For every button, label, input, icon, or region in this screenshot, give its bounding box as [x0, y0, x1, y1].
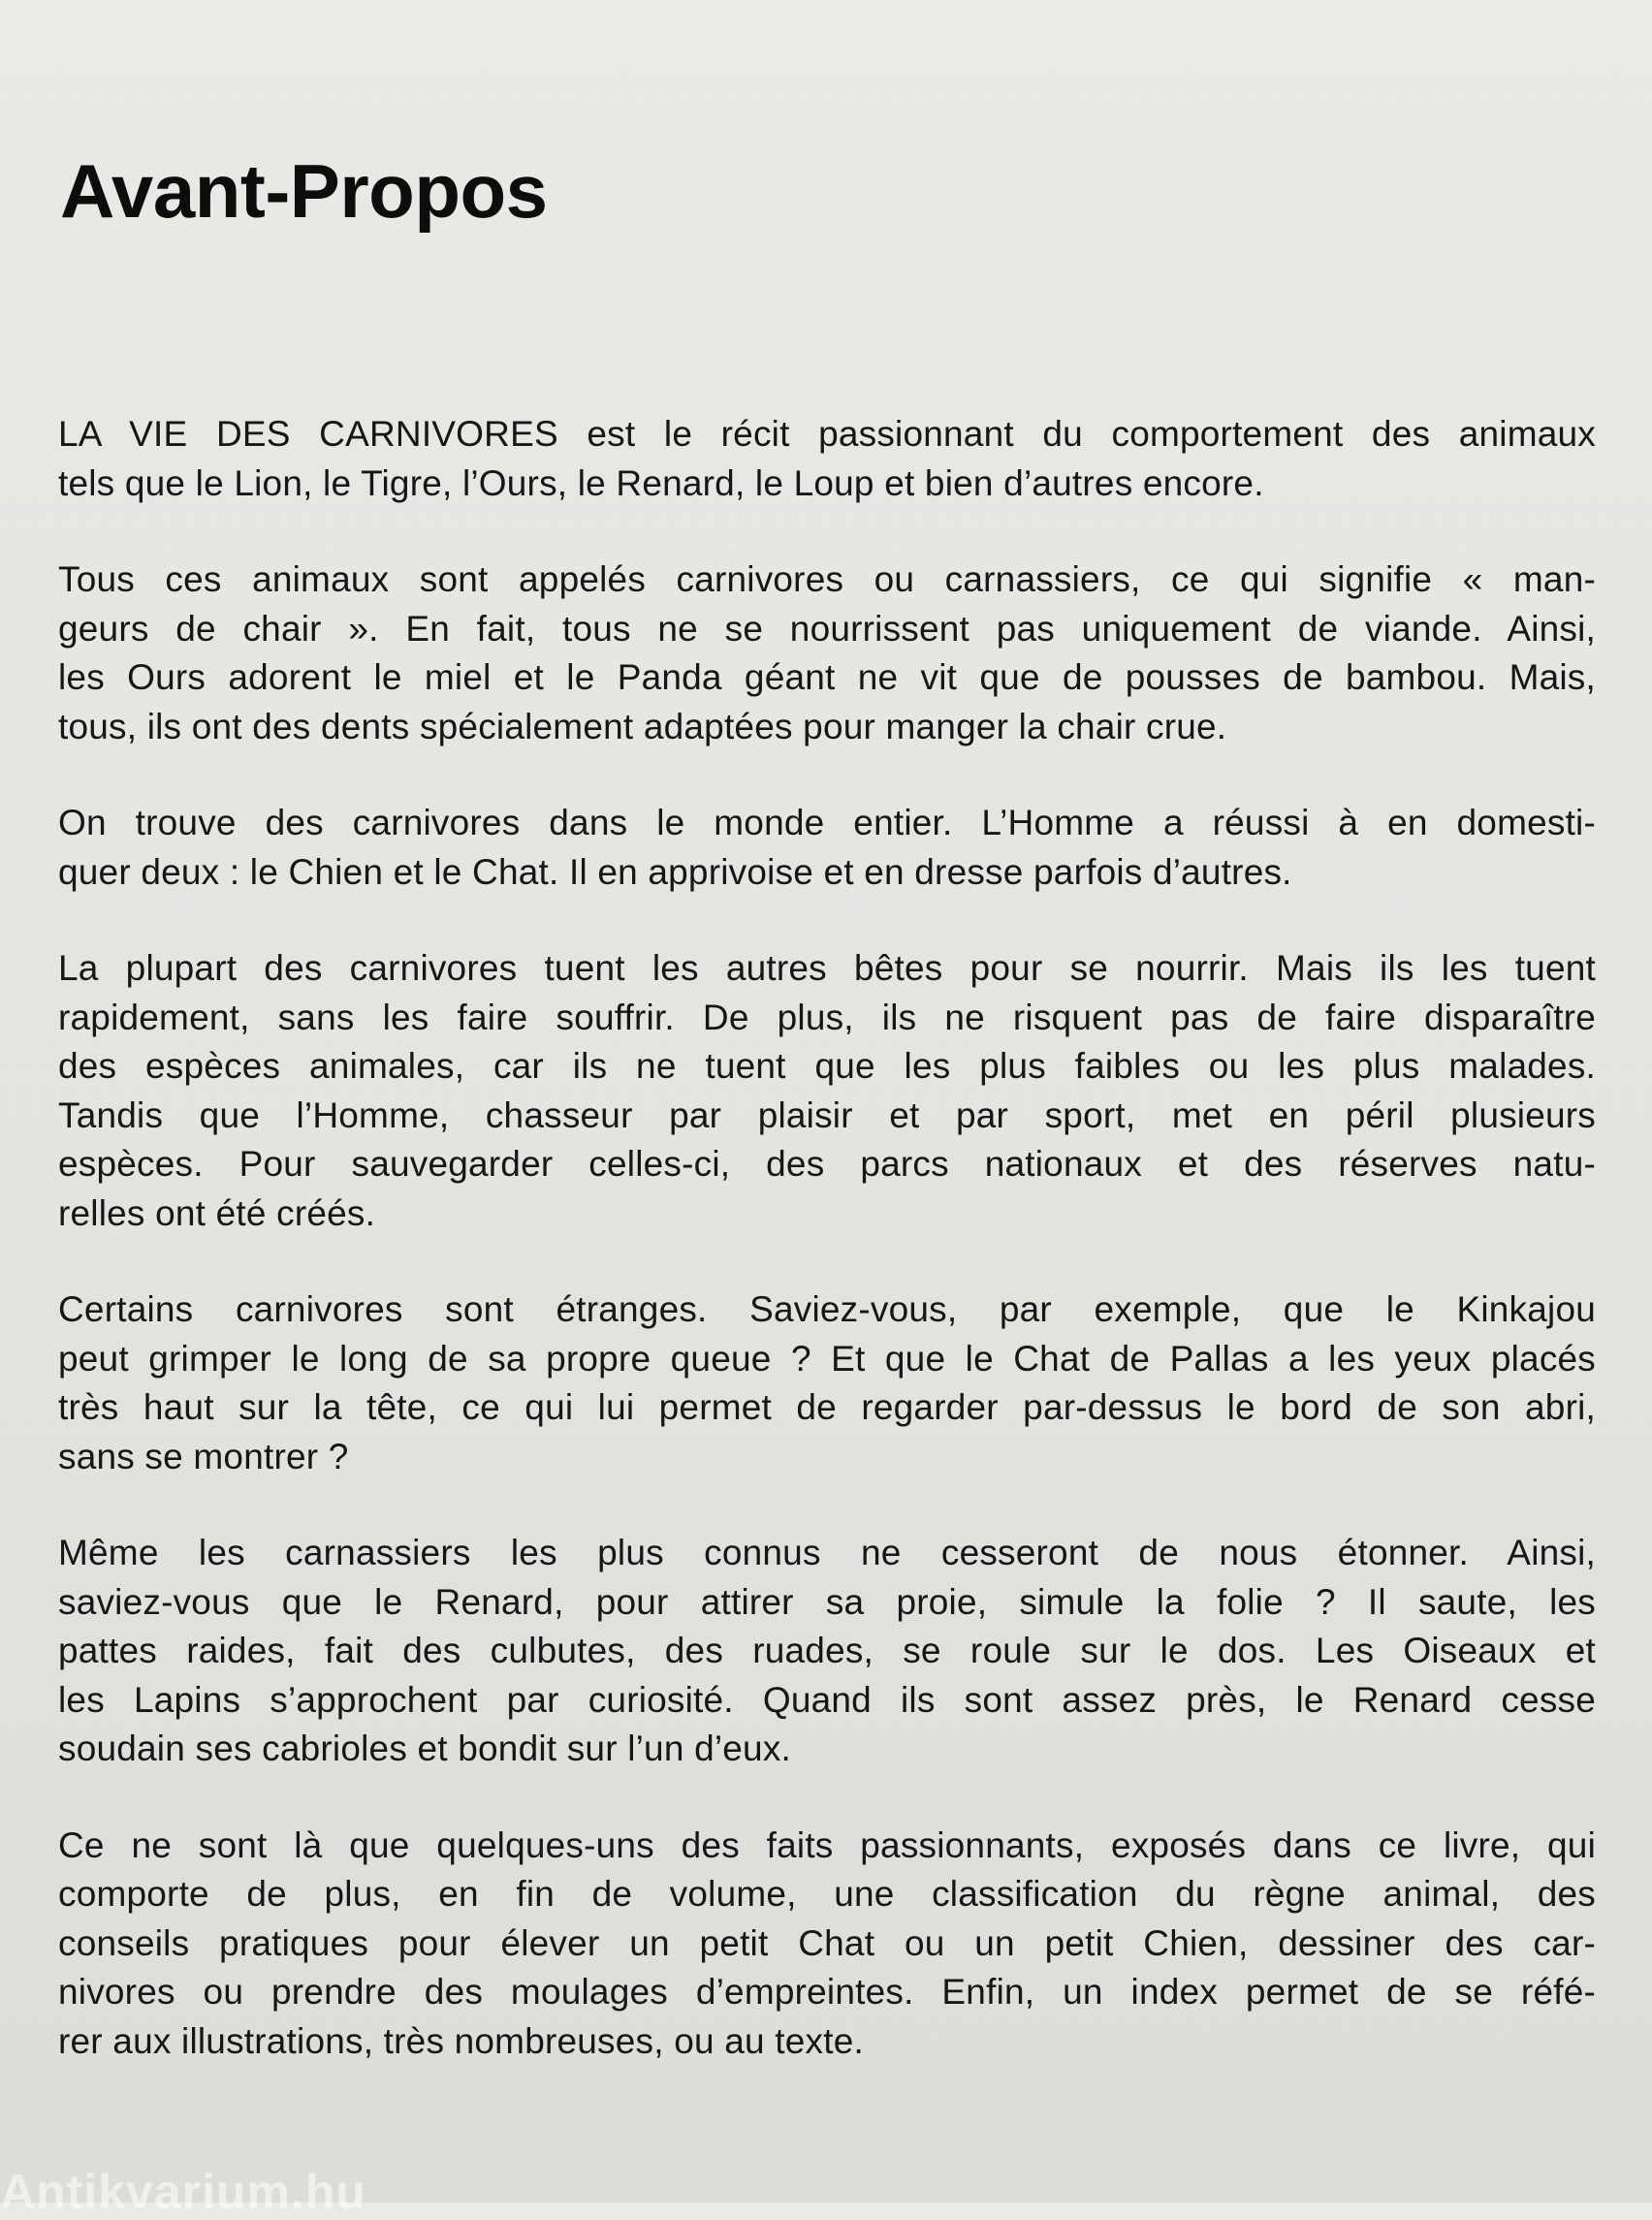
paragraph — [58, 1285, 1596, 1481]
paragraph — [58, 1822, 1596, 2067]
text-line: les Ours adorent le miel et le Panda géant ne vit que de pousses de bambou. Mais, — [58, 657, 1596, 697]
watermark: Antikvarium.hu — [0, 2165, 366, 2219]
text-line: nivores ou prendre des moulages d’empreintes. Enfin, un index permet de se réfé- — [58, 1972, 1596, 2012]
text-line: pattes raides, fait des culbutes, des ruades, se roule sur le dos. Les Oiseaux et — [58, 1631, 1596, 1670]
text-line: tels que le Lion, le Tigre, l’Ours, le Renard, le Loup et bien d’autres encore. — [58, 462, 1264, 503]
text-line: tous, ils ont des dents spécialement adaptées pour manger la chair crue. — [58, 706, 1227, 746]
paragraph — [58, 410, 1596, 508]
text-line: Certains carnivores sont étranges. Saviez-vous, par exemple, que le Kinkajou — [58, 1289, 1596, 1329]
paragraph — [58, 799, 1596, 897]
text-line: des espèces animales, car ils ne tuent que les plus faibles ou les plus malades. — [58, 1046, 1596, 1086]
paragraph — [58, 555, 1596, 751]
text-line: Tandis que l’Homme, chasseur par plaisir et par sport, met en péril plusieurs — [58, 1094, 1596, 1135]
text-line: Ce ne sont là que quelques-uns des faits passionnants, exposés dans ce livre, qui — [58, 1824, 1596, 1865]
text-line: geurs de chair ». En fait, tous ne se nourrissent pas uniquement de viande. Ainsi, — [58, 608, 1596, 649]
text-line: LA VIE DES CARNIVORES est le récit passionnant du comportement des animaux — [58, 414, 1596, 454]
text-line: comporte de plus, en fin de volume, une classification du règne animal, des — [58, 1874, 1596, 1914]
text-line: espèces. Pour sauvegarder celles-ci, des parcs nationaux et des réserves natu- — [58, 1144, 1596, 1184]
text-line: Tous ces animaux sont appelés carnivores ou carnassiers, ce qui signifie « man- — [58, 559, 1596, 599]
text-line: relles ont été créés. — [58, 1192, 376, 1233]
text-line: rapidement, sans les faire souffrir. De plus, ils ne risquent pas de faire disparaître — [58, 997, 1596, 1037]
page-title: Avant-Propos — [60, 148, 548, 234]
text-line: très haut sur la tête, ce qui lui permet de regarder par-dessus le bord de son abri, — [58, 1387, 1596, 1427]
text-line: La plupart des carnivores tuent les autres bêtes pour se nourrir. Mais ils les tuent — [58, 948, 1596, 988]
text-line: sans se montrer ? — [58, 1436, 349, 1476]
text-line: saviez-vous que le Renard, pour attirer sa proie, simule la folie ? Il saute, les — [58, 1581, 1596, 1622]
body-text — [58, 410, 1596, 2113]
text-line: On trouve des carnivores dans le monde entier. L’Homme a réussi à en domesti- — [58, 803, 1596, 842]
text-line: Même les carnassiers les plus connus ne cesseront de nous étonner. Ainsi, — [58, 1533, 1596, 1572]
text-line: conseils pratiques pour élever un petit Chat ou un petit Chien, dessiner des car- — [58, 1922, 1596, 1963]
text-line: rer aux illustrations, très nombreuses, ou au texte. — [58, 2020, 864, 2061]
text-line: soudain ses cabrioles et bondit sur l’un d’eux. — [58, 1728, 792, 1768]
paragraph — [58, 1529, 1596, 1774]
text-line: quer deux : le Chien et le Chat. Il en apprivoise et en dresse parfois d’autres. — [58, 851, 1292, 892]
text-line: peut grimper le long de sa propre queue ? Et que le Chat de Pallas a les yeux placés — [58, 1338, 1596, 1379]
text-line: les Lapins s’approchent par curiosité. Quand ils sont assez près, le Renard cesse — [58, 1679, 1596, 1720]
paragraph — [58, 944, 1596, 1238]
